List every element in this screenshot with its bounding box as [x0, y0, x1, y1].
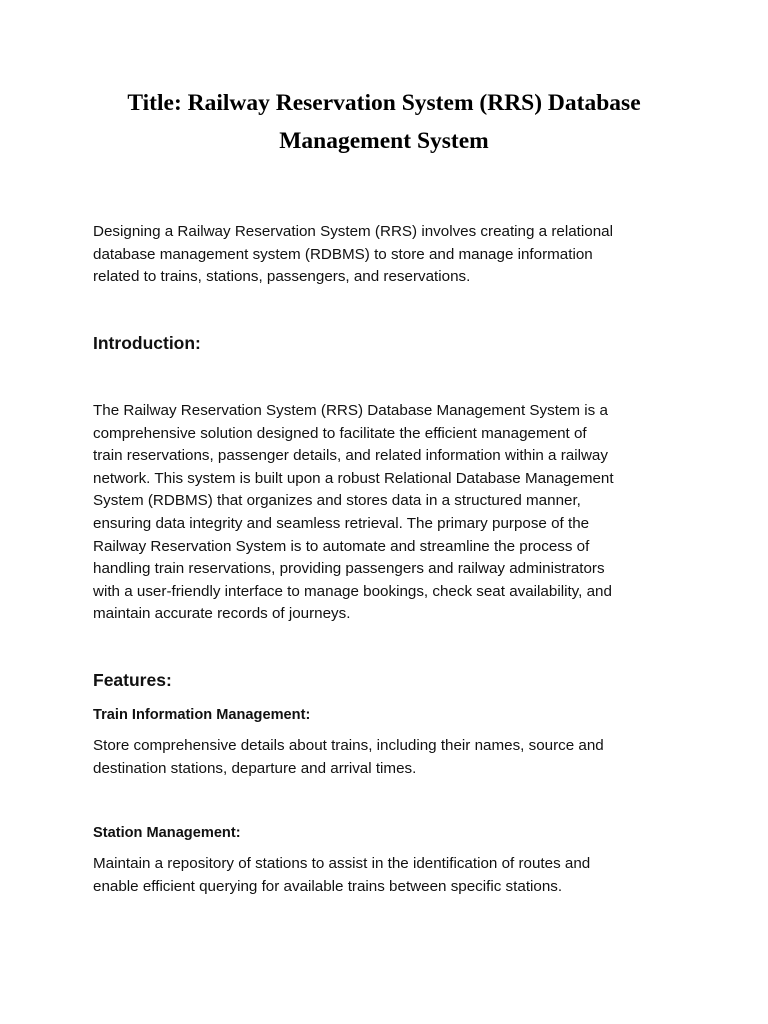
introduction-paragraph	[93, 400, 683, 626]
intro-paragraph-line: database management system (RDBMS) to store and manage information	[93, 245, 593, 263]
intro-paragraph-line: related to trains, stations, passengers, and reservations.	[93, 268, 471, 286]
introduction-paragraph-line: handling train reservations, providing passengers and railway administrators	[93, 560, 605, 578]
feature-description-line: Store comprehensive details about trains, including their names, source and	[93, 737, 604, 754]
feature-description-station-management	[93, 853, 683, 898]
feature-description-line: Maintain a repository of stations to assist in the identification of routes and	[93, 855, 591, 872]
feature-description-line: enable efficient querying for available trains between specific stations.	[93, 877, 563, 895]
intro-paragraph-line: Designing a Railway Reservation System (RRS) involves creating a relational	[93, 223, 613, 240]
intro-paragraph	[93, 221, 683, 289]
features-heading: Features:	[93, 670, 172, 690]
feature-title-station-management: Station Management:	[93, 825, 241, 841]
document-title-line-2: Management System	[279, 128, 489, 154]
introduction-paragraph-line: System (RDBMS) that organizes and stores data in a structured manner,	[93, 492, 581, 510]
document-title-line-1: Title: Railway Reservation System (RRS) Database	[127, 90, 641, 116]
feature-title-train-information: Train Information Management:	[93, 707, 311, 723]
feature-description-train-information	[93, 735, 683, 780]
introduction-heading: Introduction:	[93, 333, 201, 353]
introduction-paragraph-line: train reservations, passenger details, and related information within a railway	[93, 447, 608, 465]
introduction-paragraph-line: maintain accurate records of journeys.	[93, 605, 351, 623]
introduction-paragraph-line: ensuring data integrity and seamless retrieval. The primary purpose of the	[93, 514, 590, 532]
introduction-paragraph-line: network. This system is built upon a robust Relational Database Management	[93, 469, 614, 487]
introduction-paragraph-line: Railway Reservation System is to automate and streamline the process of	[93, 537, 590, 555]
introduction-paragraph-line: The Railway Reservation System (RRS) Database Management System is a	[93, 402, 608, 419]
introduction-paragraph-line: comprehensive solution designed to facilitate the efficient management of	[93, 424, 587, 442]
feature-description-line: destination stations, departure and arrival times.	[93, 759, 417, 777]
introduction-paragraph-line: with a user-friendly interface to manage bookings, check seat availability, and	[93, 582, 612, 600]
